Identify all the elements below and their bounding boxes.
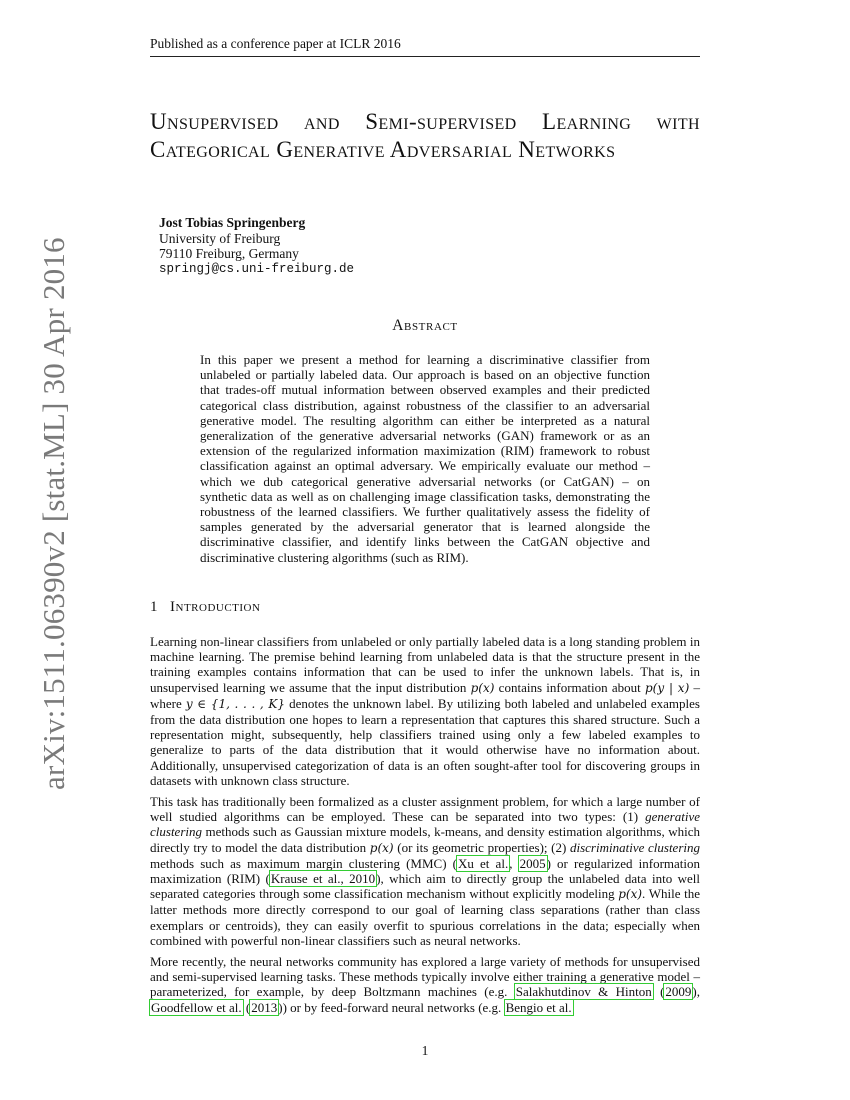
- section-heading: [150, 599, 260, 616]
- paper-title: Unsupervised and Semi-supervised Learning with Categorical Generative Adversarial Networks: [150, 109, 700, 162]
- text-run: More recently, the neural networks community has explored a large variety of methods for unsupervised and semi-supervised learning tasks. These methods typically involve either training a generative model – parameterized, for example, by deep Boltzmann machines (e.g.: [150, 954, 700, 1000]
- author-address: 79110 Freiburg, Germany: [159, 246, 299, 261]
- arxiv-identifier: arXiv:1511.06390v2 [stat.ML] 30 Apr 2016: [36, 237, 71, 790]
- running-head: Published as a conference paper at ICLR 2016: [150, 36, 700, 57]
- text-run: contains information about: [494, 679, 645, 695]
- text-run: ) or regularized information maximization (RIM) (: [150, 855, 701, 887]
- page-number: 1: [421, 1043, 429, 1058]
- citation-link[interactable]: Salakhutdinov & Hinton: [515, 984, 652, 1000]
- paragraph-1: [150, 634, 700, 788]
- citation-link[interactable]: Xu et al.: [458, 855, 509, 871]
- section-number: 1: [150, 599, 158, 615]
- body-text: [150, 634, 700, 1021]
- math-inline: p(x): [618, 887, 643, 902]
- emphasis: generative clustering: [150, 809, 700, 840]
- text-run: This task has traditionally been formalized as a cluster assignment problem, for which a large number of well studied algorithms can be employed. These can be separated into two types: (1): [150, 794, 700, 825]
- citation-link[interactable]: Bengio et al.: [505, 999, 572, 1015]
- math-inline: p(x): [369, 840, 394, 855]
- text-run: ), which aim to directly group the unlabeled data into well separated categories through some classification mechanism without explicitly modeling: [150, 871, 700, 902]
- citation-link[interactable]: 2009: [665, 984, 692, 1000]
- emphasis: discriminative clustering: [569, 839, 701, 855]
- author-name: Jost Tobias Springenberg: [159, 215, 306, 230]
- citation-link[interactable]: 2005: [519, 855, 546, 871]
- math-inline: y ∈ {1, . . . , K}: [185, 696, 285, 711]
- citation-link[interactable]: 2013: [251, 999, 278, 1015]
- citation-link[interactable]: Krause et al., 2010: [270, 871, 376, 887]
- text-run: – where: [150, 679, 701, 711]
- text-run: methods such as Gaussian mixture models, k-means, and density estimation algorithms, which directly try to model the data distribution: [150, 824, 700, 855]
- abstract-heading: Abstract: [392, 317, 458, 334]
- text-run: ) or by feed-forward neural networks (e.g.: [282, 999, 505, 1015]
- text-run: methods such as maximum margin clustering (MMC) (: [150, 855, 458, 871]
- text-run: . While the latter methods more directly correspond to our goal of learning class separations (rather than class exemplars or centroids), they can easily overfit to spurious correlations in the data; especially when combined with powerful non-linear classifiers such as neural networks.: [150, 886, 700, 948]
- math-inline: p(y | x): [645, 680, 690, 695]
- text-run: denotes the unknown label. By utilizing both labeled and unlabeled examples from the data distribution one hopes to learn a representation that captures this shared structure. Such a representation might, subsequently, help classifiers trained using only a few labeled examples to generalize to parts of the data distribution that it would otherwise have no information about. Additionally, unsupervised categorization of data is an often sought-after tool for discovering groups in datasets with unknown class structure.: [150, 695, 700, 788]
- paragraph-3: More recently, the neural networks community has explored a large variety of methods for unsupervised and semi-supervised learning tasks. These methods typically involve either training a generative model – parameterized, for example, by deep Boltzmann machines (e.g. Salakhutdinov & Hinton (2009), Goodfellow et al. (2013)) or by feed-forward neural networks (e.g. Bengio et al.: [150, 954, 700, 1015]
- text-run: (or its geometric properties); (2): [393, 839, 570, 855]
- math-inline: p(x): [470, 680, 495, 695]
- text-run: Learning non-linear classifiers from unlabeled or only partially labeled data is a long standing problem in machine learning. The premise behind learning from unlabeled data is that the structure present in the training examples contains information that can be used to infer the unknown labels. That is, in unsupervised learning we assume that the input distribution: [150, 634, 700, 695]
- author-email: springj@cs.uni-freiburg.de: [159, 261, 355, 276]
- author-block: [159, 215, 354, 277]
- text-run: ,: [696, 984, 700, 1000]
- section-title: Introduction: [170, 599, 261, 615]
- paragraph-2: This task has traditionally been formalized as a cluster assignment problem, for which a large number of well studied algorithms can be employed. These can be separated into two types: (1) generative clustering methods such as Gaussian mixture models, k-means, and density estimation algorithms, which directly try to model the data distribution p(x) (or its geometric properties); (2) discriminative clustering methods such as maximum margin clustering (MMC) (Xu et al., 2005) or regularized information maximization (RIM) (Krause et al., 2010), which aim to directly group the unlabeled data into well separated categories through some classification mechanism without explicitly modeling p(x). While the latter methods more directly correspond to our goal of learning class separations (rather than class exemplars or centroids), they can easily overfit to spurious correlations in the data; especially when combined with powerful non-linear classifiers such as neural networks.: [150, 794, 701, 948]
- abstract-body: In this paper we present a method for learning a discriminative classifier from unlabeled or partially labeled data. Our approach is based on an objective function that trades-off mutual information between observed examples and their predicted categorical class distribution, against robustness of the classifier to an adversarial generative model. The resulting algorithm can either be interpreted as a natural generalization of the generative adversarial networks (GAN) framework or as an extension of the regularized information maximization (RIM) framework to robust classification against an optimal adversary. We empirically evaluate our method – which we dub categorical generative adversarial networks (or CatGAN) – on synthetic data as well as on challenging image classification tasks, demonstrating the robustness of the learned classifiers. We further qualitatively assess the fidelity of samples generated by the adversarial generator that is learned alongside the discriminative classifier, and identify links between the CatGAN objective and discriminative clustering algorithms (such as RIM).: [200, 352, 650, 565]
- author-affiliation: University of Freiburg: [159, 230, 281, 246]
- citation-link[interactable]: Goodfellow et al.: [151, 999, 242, 1015]
